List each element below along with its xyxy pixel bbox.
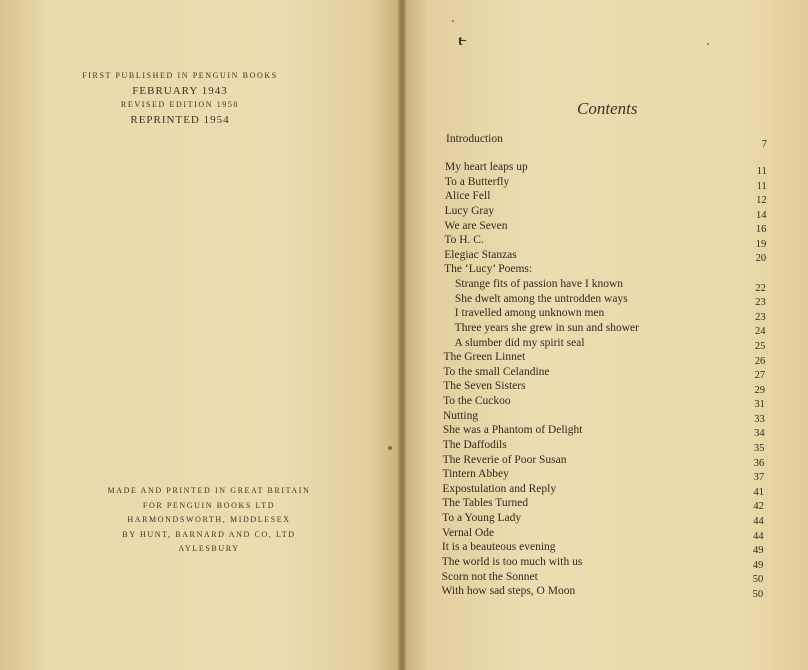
toc-entry-page: 26	[754, 355, 766, 367]
toc-entry-page: 49	[753, 545, 764, 557]
toc-entry-title: I travelled among unknown men	[454, 307, 605, 320]
toc-entry-title: To the Cuckoo	[443, 395, 511, 408]
toc-entry-title: The Reverie of Poor Susan	[442, 453, 567, 466]
toc-entry-title: She was a Phantom of Delight	[442, 424, 583, 437]
toc-entry-title: Elegiac Stanzas	[444, 248, 517, 261]
toc-entry-page: 49	[752, 559, 764, 571]
imprint-line: REVISED EDITION 1950	[120, 100, 240, 109]
toc-entry-page: 16	[755, 224, 767, 236]
toc-entry-page: 7	[761, 139, 767, 150]
contents-title: Contents	[577, 99, 638, 118]
toc-entry-page: 23	[755, 297, 766, 309]
toc-entry-title: Tintern Abbey	[442, 468, 509, 481]
toc-entry-page: 37	[753, 472, 765, 484]
toc-entry-page: 20	[755, 253, 767, 265]
toc-entry-page: 19	[755, 238, 767, 250]
toc-entry-title: Lucy Gray	[444, 204, 495, 217]
toc-entry-title: The ‘Lucy’ Poems:	[444, 263, 533, 276]
toc-entry-title: To a Young Lady	[442, 512, 522, 525]
toc-entry-title: The Green Linnet	[443, 351, 526, 364]
toc-entry-title: It is a beauteous evening	[441, 541, 556, 554]
toc-entry-title: Strange fits of passion have I known	[455, 278, 624, 291]
toc-entry-page: 44	[753, 515, 764, 527]
page-speck	[388, 446, 392, 450]
toc-entry-title: Alice Fell	[444, 190, 491, 203]
toc-entry-page: 24	[754, 326, 766, 338]
toc-entry-page: 27	[754, 370, 766, 382]
imprint-line: REPRINTED 1954	[130, 113, 230, 126]
toc-entry-page: 35	[753, 443, 765, 455]
toc-entry-page: 23	[755, 311, 766, 323]
page-speck	[707, 43, 709, 45]
toc-entry-title: She dwelt among the untrodden ways	[454, 292, 628, 305]
imprint-line: BY HUNT, BARNARD AND CO, LTD	[122, 529, 296, 539]
toc-entry-page: 22	[755, 282, 766, 294]
toc-entry-title: Nutting	[442, 409, 479, 422]
toc-entry-title: Scorn not the Sonnet	[441, 570, 538, 583]
toc-entry-title: My heart leaps up	[445, 161, 528, 173]
toc-entry-title: We are Seven	[444, 219, 508, 232]
toc-entry-page: 50	[752, 588, 764, 600]
toc-entry-title: Expostulation and Reply	[442, 482, 557, 495]
toc-entry-page: 29	[754, 384, 765, 396]
toc-entry-page: 25	[754, 340, 766, 352]
toc-entry-page: 42	[753, 501, 764, 513]
imprint-line: FEBRUARY 1943	[132, 84, 228, 97]
toc-entry-title: To the small Celandine	[443, 365, 550, 378]
toc-entry-title: To a Butterfly	[444, 175, 510, 188]
toc-entry-page: 33	[754, 413, 765, 425]
toc-entry-page: 44	[753, 530, 764, 542]
toc-entry-page: 12	[756, 195, 767, 207]
imprint-line: HARMONDSWORTH, MIDDLESEX	[127, 515, 291, 524]
toc-entry-page: 50	[752, 574, 764, 586]
imprint-line: FIRST PUBLISHED IN PENGUIN BOOKS	[82, 71, 278, 80]
imprint-line: FOR PENGUIN BOOKS LTD	[142, 500, 276, 510]
toc-entry-title: Vernal Ode	[442, 526, 495, 539]
toc-entry-title: With how sad steps, O Moon	[441, 585, 576, 598]
pencil-mark: t̶	[458, 34, 463, 49]
toc-entry-title: The Daffodils	[442, 438, 507, 451]
toc-entry-title: The world is too much with us	[441, 556, 583, 568]
imprint-line: MADE AND PRINTED IN GREAT BRITAIN	[107, 486, 311, 495]
toc-entry-title: Introduction	[446, 133, 503, 145]
toc-entry-page: 31	[754, 399, 765, 411]
toc-entry-page: 36	[753, 457, 765, 469]
toc-entry-page: 11	[756, 166, 767, 177]
toc-entry-page: 34	[754, 428, 765, 440]
toc-entry-title: To H. C.	[444, 234, 484, 247]
toc-entry-title: A slumber did my spirit seal	[454, 336, 585, 349]
page-speck	[452, 20, 454, 22]
toc-entry-title: The Tables Turned	[442, 497, 529, 510]
toc-entry-title: Three years she grew in sun and shower	[454, 321, 639, 334]
toc-entry-title: The Seven Sisters	[443, 380, 526, 393]
toc-entry-page: 41	[753, 486, 765, 498]
toc-entry-page: 14	[755, 209, 767, 221]
imprint-line: AYLESBURY	[178, 544, 240, 553]
toc-entry-page: 11	[756, 180, 767, 192]
